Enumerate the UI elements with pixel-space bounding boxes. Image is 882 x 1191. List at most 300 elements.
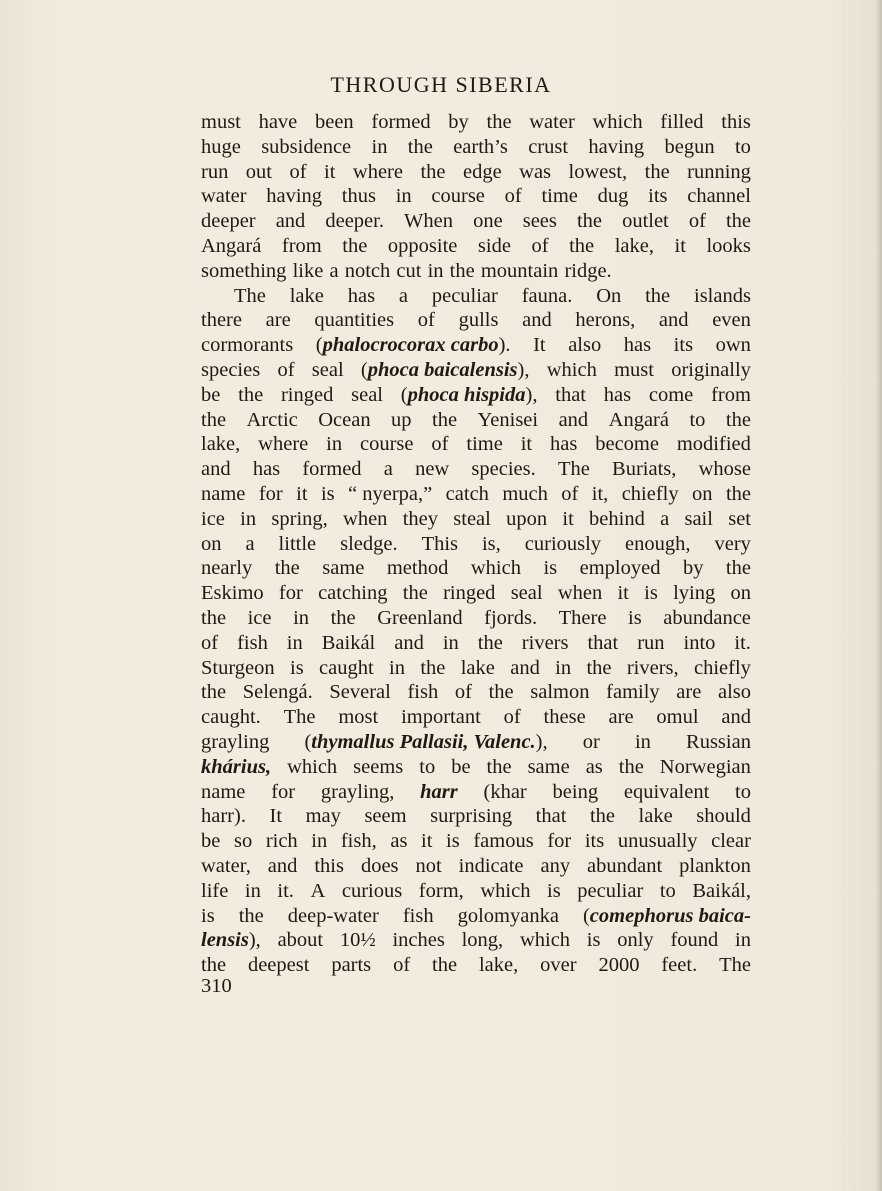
word (625, 532, 690, 557)
word-part: which (287, 755, 338, 778)
word-part: Greenland (377, 606, 463, 629)
word-part: is (446, 830, 460, 853)
text-line (201, 184, 751, 209)
word (711, 829, 751, 854)
word-part: omul (656, 706, 699, 729)
word (586, 656, 611, 681)
word-part: the (569, 234, 595, 257)
word (331, 606, 356, 631)
word (430, 804, 512, 829)
text-line (201, 581, 751, 606)
word-part: channel (687, 185, 751, 208)
word (656, 705, 698, 730)
word-part: Buriats, (612, 458, 677, 481)
text-line (201, 953, 751, 978)
word (201, 482, 245, 507)
word (561, 482, 578, 507)
word (735, 135, 751, 160)
word-part: ice (247, 606, 272, 629)
word-part: it. (734, 631, 751, 654)
word (453, 135, 508, 160)
word-part: the (725, 557, 751, 580)
word-part: filled (660, 111, 704, 133)
word (329, 680, 390, 705)
word (304, 730, 547, 755)
word (361, 854, 399, 879)
word-part: up (391, 408, 412, 431)
word (463, 160, 502, 185)
word-part: and (510, 656, 540, 679)
word (522, 631, 569, 656)
word (451, 755, 470, 780)
word (622, 482, 679, 507)
word-part: also (568, 334, 602, 357)
word (201, 383, 220, 408)
word-part: when (343, 507, 388, 530)
text-line (201, 160, 751, 185)
word-part: it (520, 433, 533, 456)
word (266, 829, 298, 854)
word-part: water (529, 111, 575, 133)
word-part: ice (201, 507, 225, 530)
word (384, 457, 393, 482)
word-part: set (728, 507, 751, 530)
word-part: The (283, 706, 316, 729)
word (404, 209, 453, 234)
word (415, 457, 449, 482)
word-part: the (725, 210, 751, 233)
word-part: is (547, 879, 561, 902)
word (234, 284, 266, 309)
word (201, 928, 261, 953)
word (661, 953, 697, 978)
word-part: its (584, 830, 605, 853)
word (595, 432, 659, 457)
word-part: the (201, 408, 227, 431)
word (624, 780, 709, 805)
word-part: Angará (201, 234, 262, 257)
word (302, 457, 361, 482)
word-part: has (623, 334, 652, 357)
word (396, 259, 421, 284)
word-part: rivers (521, 631, 569, 654)
word-part: enough, (625, 532, 691, 555)
word-part: begun (664, 135, 715, 158)
word (432, 953, 457, 978)
word-part: plankton (679, 854, 751, 877)
text-line (201, 854, 751, 879)
word (649, 383, 693, 408)
word (639, 804, 673, 829)
word-part: chiefly (621, 482, 679, 505)
word-part: long, (461, 929, 504, 952)
word (585, 829, 604, 854)
word-part: 2000 (598, 954, 640, 977)
text-line (201, 457, 751, 482)
word (728, 507, 751, 532)
word (287, 631, 303, 656)
word (315, 110, 354, 135)
word-part: from (711, 383, 751, 406)
word (201, 581, 264, 606)
word-part: one (473, 210, 503, 233)
word (541, 184, 577, 209)
word-part: of (393, 954, 411, 977)
word-part: employed (579, 557, 661, 580)
word-part: fjords. (484, 606, 538, 629)
word-part: which (480, 879, 531, 902)
word (243, 680, 313, 705)
word (271, 507, 327, 532)
word-part: The (234, 284, 266, 307)
word-part: of (431, 433, 449, 456)
word (519, 160, 551, 185)
word (622, 209, 669, 234)
word (615, 234, 654, 259)
word (462, 928, 504, 953)
word-part: ringed (280, 383, 334, 406)
word (726, 482, 751, 507)
word (529, 110, 575, 135)
word (648, 184, 667, 209)
word (547, 879, 561, 904)
word (627, 656, 679, 681)
word (734, 631, 751, 656)
word-part: the (420, 160, 446, 183)
word (673, 581, 715, 606)
word (201, 879, 228, 904)
word-part: by (448, 111, 469, 133)
word-part: sledge. (340, 532, 398, 555)
word-part: they (402, 507, 438, 530)
word-part: it (674, 234, 686, 257)
word (248, 606, 272, 631)
word-part: important (401, 706, 481, 729)
word-part: are (676, 681, 702, 704)
word (372, 135, 388, 160)
word (419, 879, 464, 904)
text-line (201, 904, 751, 929)
word-part: is (201, 904, 215, 927)
word (694, 656, 751, 681)
word (271, 780, 295, 805)
word-part: the (576, 210, 602, 233)
word (201, 209, 256, 234)
word-part: its (648, 185, 668, 208)
word-part: the (645, 284, 671, 307)
word-part: Angará (608, 408, 669, 431)
word-part: in (311, 830, 328, 853)
word-part: “ nyerpa,” (348, 482, 433, 505)
word-part: for (547, 830, 572, 853)
word-part: family (606, 681, 660, 704)
word-part: was (519, 160, 552, 183)
word-part: of (504, 185, 522, 208)
word-part: on (730, 582, 751, 605)
word-part: Yenisei (477, 408, 539, 431)
word-part: must (614, 358, 654, 381)
word-part: the (432, 954, 458, 977)
word (687, 184, 751, 209)
word-part: curious (341, 879, 403, 902)
word (296, 482, 307, 507)
word-part: A (310, 879, 326, 902)
word (506, 507, 547, 532)
word (721, 705, 751, 730)
word-part: as (390, 830, 408, 853)
word-part: come (648, 383, 694, 406)
word-part: is (320, 482, 335, 505)
word-part: the (238, 383, 264, 406)
word (432, 408, 457, 433)
word (540, 953, 576, 978)
word-part: a (383, 458, 393, 481)
word (403, 581, 428, 606)
word (719, 953, 751, 978)
word (635, 730, 651, 755)
word-part: of (531, 234, 549, 257)
word-part: this (314, 854, 344, 877)
word-part: of (503, 706, 521, 729)
italic-term: thymallus Pallasii, Valenc. (311, 730, 536, 753)
word-part: course (431, 185, 485, 208)
word (248, 953, 309, 978)
word (201, 606, 226, 631)
word-part: the (201, 954, 227, 977)
word (481, 259, 558, 284)
word-part: Arctic (246, 408, 298, 431)
word (341, 829, 377, 854)
word-part: it (562, 507, 574, 530)
word-part: the (330, 606, 356, 629)
word-part: and (201, 458, 231, 481)
word (326, 432, 342, 457)
word-part: as (585, 755, 603, 778)
word-part: the (486, 755, 512, 778)
word-part: be (451, 755, 471, 778)
word (240, 507, 256, 532)
word (396, 184, 412, 209)
word (431, 184, 485, 209)
word (277, 879, 294, 904)
word-part: famous (473, 830, 534, 853)
word (670, 928, 718, 953)
word-part: ), (535, 730, 548, 753)
word (201, 333, 293, 358)
word (453, 507, 491, 532)
word-part: a (398, 284, 408, 307)
word-part: caught (319, 656, 374, 679)
word (282, 234, 322, 259)
word-part: seems (353, 755, 404, 778)
word (261, 135, 351, 160)
word (590, 804, 615, 829)
word-part: the (432, 408, 458, 431)
word (201, 804, 246, 829)
word-part: is (290, 656, 304, 679)
word (686, 730, 751, 755)
word (401, 705, 481, 730)
word-part: on (201, 532, 222, 555)
word-part: in (326, 433, 343, 456)
word (547, 358, 597, 383)
word-part: is (644, 582, 658, 605)
word (528, 135, 568, 160)
word-part: crust (528, 135, 569, 158)
word-part: of (277, 358, 295, 381)
word-part: be (201, 830, 221, 853)
word (525, 532, 601, 557)
word-part: caught. (201, 706, 261, 729)
italic-term: comephorus baica- (589, 904, 751, 927)
word-part: ridge. (564, 259, 612, 282)
word-part: the (201, 606, 227, 629)
word-part: the (589, 805, 615, 828)
word (619, 755, 644, 780)
word (660, 879, 676, 904)
text-line (201, 606, 751, 631)
word (390, 829, 407, 854)
word (201, 532, 222, 557)
word-part: in (240, 507, 257, 530)
word-part: it (617, 582, 629, 605)
word-part: golomyanka (457, 904, 559, 927)
word-part: new (415, 458, 450, 481)
word-part: ringed (443, 582, 496, 605)
word (266, 308, 291, 333)
word-part: when (557, 582, 603, 605)
word-part: and (522, 309, 552, 332)
word (553, 780, 599, 805)
word (201, 457, 231, 482)
italic-term: phoca baicalensis (367, 358, 518, 381)
word-part: earth’s (453, 135, 508, 158)
word-part: lowest, (568, 160, 628, 183)
word-part: steal (453, 507, 491, 530)
word (443, 581, 495, 606)
word (484, 606, 537, 631)
word-part: Baikál, (692, 879, 751, 902)
word (342, 879, 402, 904)
word-part: originally (671, 358, 751, 381)
word (279, 532, 317, 557)
word (246, 160, 272, 185)
word (555, 656, 571, 681)
word-part: run (201, 160, 229, 183)
word (577, 209, 602, 234)
word-part: found (670, 929, 719, 952)
word (343, 507, 387, 532)
word-part: mountain (480, 259, 559, 282)
word-part: thus (341, 185, 376, 208)
word (331, 953, 371, 978)
word-part: On (596, 284, 622, 307)
word (684, 507, 712, 532)
word (604, 383, 631, 408)
word-part: where (352, 160, 403, 183)
word-part: method (386, 557, 449, 580)
word-part: the (449, 259, 475, 282)
word (239, 904, 264, 929)
word-part: from (281, 234, 322, 257)
word (575, 308, 635, 333)
word (311, 829, 327, 854)
word (478, 631, 503, 656)
word-part: the (488, 681, 514, 704)
word-part: salmon (530, 681, 590, 704)
word-part: abundance (663, 606, 751, 629)
word (459, 308, 499, 333)
word (735, 780, 751, 805)
word (428, 259, 444, 284)
word (484, 780, 527, 805)
word-part: does (360, 854, 399, 877)
word (624, 333, 651, 358)
word (201, 730, 269, 755)
word-part: grayling (201, 730, 270, 753)
word (201, 680, 226, 705)
word (596, 284, 621, 309)
text-line (201, 928, 751, 953)
word (278, 928, 324, 953)
word-part: a (660, 507, 670, 530)
word-part: surprising (430, 805, 513, 828)
word-part: not (415, 854, 442, 877)
word-part: so (233, 830, 253, 853)
word (420, 780, 458, 805)
word (598, 184, 629, 209)
word (580, 556, 661, 581)
word (660, 507, 669, 532)
word-part: the (477, 631, 503, 654)
word-part: nearly (201, 557, 253, 580)
word-part: dug (597, 185, 629, 208)
word (660, 755, 751, 780)
word-part: behind (589, 507, 645, 530)
word (201, 358, 260, 383)
word-part: seal (311, 358, 344, 381)
word (505, 184, 522, 209)
word-part: cormorants (201, 334, 294, 357)
word (687, 160, 751, 185)
word (684, 631, 716, 656)
word-part: inches (392, 929, 445, 952)
word-part: formed (371, 111, 431, 133)
word (314, 308, 394, 333)
word (322, 556, 364, 581)
word-part: its (673, 334, 694, 357)
word (459, 854, 524, 879)
word-part: in (371, 135, 388, 158)
word-part: equivalent (623, 780, 710, 803)
word (730, 581, 751, 606)
word (547, 829, 571, 854)
word-part: to (689, 408, 706, 431)
word (617, 581, 628, 606)
word-part: sees (522, 210, 557, 233)
word (266, 184, 322, 209)
word (726, 209, 751, 234)
word-part: is (628, 606, 642, 629)
word (562, 507, 573, 532)
text-line (201, 755, 751, 780)
word (290, 656, 304, 681)
text-line (201, 383, 751, 408)
word (568, 333, 601, 358)
word (675, 234, 686, 259)
word-part: time (541, 185, 578, 208)
word (420, 656, 445, 681)
